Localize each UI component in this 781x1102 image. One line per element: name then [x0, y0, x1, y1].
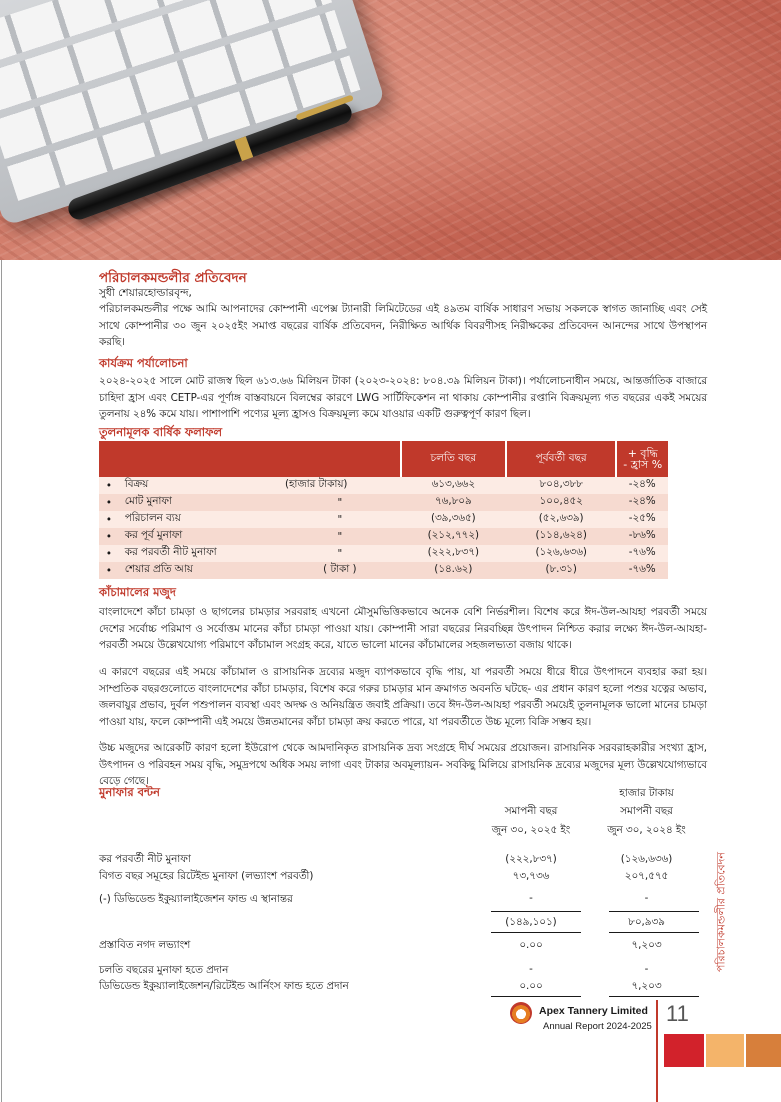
row-current: (১৪.৬২) [401, 562, 506, 579]
row-unit: ( টাকা ) [279, 562, 401, 579]
col-change: + বৃদ্ধি - হ্রাস % [616, 441, 668, 477]
decor-square-red [664, 1034, 704, 1067]
table-row: • কর পরবর্তী নীট মুনাফা " (২২২,৮৩৭) (১২৬,৬৩৬) -৭৬% [99, 545, 668, 562]
row-change: -২৪% [616, 477, 668, 494]
table-row: প্রস্তাবিত নগদ লভ্যাংশ ০.০০ ৭,২০৩ [99, 939, 662, 951]
table-row: কর পরবর্তী নীট মুনাফা (২২২,৮৩৭) (১২৬,৬৩৬) [99, 853, 673, 865]
decor-square-peach [706, 1034, 744, 1067]
col-current-year: চলতি বছর [401, 441, 506, 477]
company-logo-icon [510, 1002, 532, 1024]
raw-material-paragraph-1: বাংলাদেশে কাঁচা চামড়া ও ছাগলের চামড়ার সরবরাহ এখনো মৌসুমভিত্তিকভাবে অনেক বেশি নির্ভরশীল। বিশেষ করে ঈদ-উল-আযহা পরবর্তী সময়ে দেশের সর্বোচ্চ পরিমাণ ও সর্বোত্তম মানের কাঁচা চামড়া পাওয়া যায়। কোম্পানী সারা বছরের নিরবচ্ছিন্ন উৎপাদন নিশ্চিত করার লক্ষ্যে ঈদ-উল-আযহা-পরবর্তী সময়ে উল্লেখযোগ্য পরিমাণে কাঁচামাল সংগ্রহ করে, যাতে ভালো মানের কাঁচামালের সহজলভ্যতা বজায় থাকে। [99, 606, 707, 651]
row-previous: (৮.৩১) [506, 562, 617, 579]
subtotal-rule [609, 932, 699, 933]
row-previous: (১২৬,৬৩৬) [506, 545, 617, 562]
header-photo [0, 0, 781, 260]
operations-heading: কার্যক্রম পর্যালোচনা [99, 356, 188, 370]
footer-company-name: Apex Tannery Limited [539, 1005, 648, 1017]
total-rule [491, 996, 581, 997]
greeting: সুধী শেয়ারহোল্ডারবৃন্দ, [99, 287, 192, 299]
comparative-results-table [99, 441, 668, 579]
subtotal-rule [609, 911, 699, 912]
operations-paragraph: ২০২৪-২০২৫ সালে মোট রাজস্ব ছিল ৬১৩.৬৬ মিলিয়ন টাকা (২০২৩-২০২৪: ৮০৪.৩৯ মিলিয়ন টাকা)। পর্যালোচনাধীন সময়ে, আন্তর্জাতিক বাজারে চাহিদা হ্রাস এবং CETP-এর পূর্ণাঙ্গ বাস্তবায়নে বিলম্বের কারণে LWG সার্টিফিকেশন না থাকায় কোম্পানীর রপ্তানি বিক্রয়মূল্য গত বছরের একই সময়ের তুলনায় ২৪% কমে যায়। পাশাপাশি পণ্যের মূল্য হ্রাসও বিক্রয়মূল্য কমে যাওয়ার একটি গুরুত্বপূর্ণ কারণ ছিল। [99, 375, 707, 420]
col2-header-top: সমাপনী বছর [620, 805, 673, 817]
col1-header-date: জুন ৩০, ২০২৫ ইং [491, 824, 571, 836]
table-row: ডিভিডেন্ড ইকুয়্যালাইজেশন/রিটেইন্ড আর্নিংস ফান্ড হতে প্রদান ০.০০ ৭,২০৩ [99, 980, 662, 992]
raw-material-paragraph-3: উচ্চ মজুদের আরেকটি কারণ হলো ইউরোপ থেকে আমদানিকৃত রাসায়নিক দ্রব্য সংগ্রহে দীর্ঘ সময়ের প্রয়োজন। রাসায়নিক সরবরাহকারীর সংখ্যা হ্রাস, উৎপাদন ও পরিবহন সময় বৃদ্ধি, সমুদ্রপথে অধিক সময় লাগা এবং টাকার অবমূল্যায়ন- সবকিছু মিলিয়ে রাসায়নিক দ্রব্যের মজুদের মূল্য উল্লেখযোগ্যভাবে বেড়ে গেছে। [99, 742, 707, 787]
col2-header-date: জুন ৩০, ২০২৪ ইং [607, 824, 686, 836]
table-row: • শেয়ার প্রতি আয় ( টাকা ) (১৪.৬২) (৮.৩১) -৭৬% [99, 562, 668, 579]
unit-note: হাজার টাকায় [619, 787, 674, 799]
row-unit: " [279, 528, 401, 545]
row-previous: (৫২,৬৩৯) [506, 511, 617, 528]
col-previous-year: পূর্ববর্তী বছর [506, 441, 617, 477]
table-row: বিগত বছর সমূহের রিটেইন্ড মুনাফা (লভ্যাংশ পরবর্তী) ৭৩,৭৩৬ ২০৭,৫৭৫ [99, 870, 669, 882]
row-label: শেয়ার প্রতি আয় [119, 562, 279, 579]
distribution-heading: মুনাফার বন্টন [99, 785, 160, 799]
row-unit: " [279, 494, 401, 511]
total-rule [609, 996, 699, 997]
footer-divider [656, 1000, 658, 1102]
row-label: কর পরবর্তী নীট মুনাফা [119, 545, 279, 562]
row-change: -২৪% [616, 494, 668, 511]
subtotal-rule [491, 932, 581, 933]
row-previous: ৮০৪,৩৮৮ [506, 477, 617, 494]
raw-material-paragraph-2: এ কারণে বছরের এই সময়ে কাঁচামাল ও রাসায়নিক দ্রব্যের মজুদ ব্যাপকভাবে বৃদ্ধি পায়, যা পরবর্তী সময়ে ধীরে ধীরে উৎপাদনে ব্যবহার করা হয়। সাম্প্রতিক বছরগুলোতে বাংলাদেশের কাঁচা চামড়ার, বিশেষ করে গরুর চামড়ার মান ক্রমাগত অবনতি ঘটছে- এর প্রধান কারণ হলো পশুর যত্নের অভাব, জলবায়ুর প্রভাব, দুর্বল পশুপালন ব্যবস্থা এবং অদক্ষ ও অনিয়ন্ত্রিত জবাই প্রক্রিয়া। তবে ঈদ-উল-আযহা পরবর্তী সময়েই তুলনামূলক ভালো মানের চামড়া পাওয়া যায়, ফলে কোম্পানী এই সময়ে উন্নতমানের কাঁচা চামড়া ক্রয় করতে পারে, যা পরবর্তীতে উচ্চ মূল্যে বিক্রি সম্ভব হয়। [99, 666, 707, 728]
row-previous: ১০০,৪৫২ [506, 494, 617, 511]
row-label: বিক্রয় [119, 477, 279, 494]
row-change: -৭৬% [616, 545, 668, 562]
table-row: চলতি বছরের মুনাফা হতে প্রদান - - [99, 963, 649, 976]
row-change: -৭৬% [616, 562, 668, 579]
row-unit: (হাজার টাকায়) [279, 477, 401, 494]
page-number: 11 [666, 1001, 689, 1026]
table-row: (১৪৯,১০১) ৮০,৯৩৯ [505, 916, 665, 928]
raw-material-heading: কাঁচামালের মজুদ [99, 585, 176, 599]
table-row: • বিক্রয় (হাজার টাকায়) ৬১৩,৬৬২ ৮০৪,৩৮৮ -২৪% [99, 477, 668, 494]
row-current: (৩৯,৩৬৫) [401, 511, 506, 528]
side-section-label: পরিচালকমন্ডলীর প্রতিবেদন [714, 852, 728, 972]
row-label: মোট মুনাফা [119, 494, 279, 511]
page-title: পরিচালকমন্ডলীর প্রতিবেদন [99, 270, 247, 286]
table-row: (-) ডিভিডেন্ড ইকুয়্যালাইজেশন ফান্ড এ স্থানান্তর - - [99, 892, 649, 905]
subtotal-rule [491, 911, 581, 912]
col1-header-top: সমাপনী বছর [504, 805, 558, 817]
intro-paragraph: পরিচালকমন্ডলীর পক্ষে আমি আপনাদের কোম্পানী এপেক্স ট্যানারী লিমিটেডের এই ৪৯তম বার্ষিক সাধারণ সভায় সকলকে স্বাগত জানাচ্ছি এবং সেই সাথে কোম্পানীর ৩০ জুন ২০২৫ইং সমাপ্ত বছরের বার্ষিক প্রতিবেদন, নিরীক্ষিত আর্থিক বিবরণীসহ নিরীক্ষকের প্রতিবেদন আনন্দের সাথে উপস্থাপন করছি। [99, 303, 707, 348]
decor-square-orange [746, 1034, 781, 1067]
row-current: (২২২,৮৩৭) [401, 545, 506, 562]
row-change: -২৫% [616, 511, 668, 528]
comparative-heading: তুলনামূলক বার্ষিক ফলাফল [99, 425, 223, 439]
table-row: • মোট মুনাফা " ৭৬,৮০৯ ১০০,৪৫২ -২৪% [99, 494, 668, 511]
row-change: -৮৬% [616, 528, 668, 545]
page-left-border [1, 260, 2, 1102]
row-current: ৬১৩,৬৬২ [401, 477, 506, 494]
row-unit: " [279, 545, 401, 562]
table-row: • পরিচালন ব্যয় " (৩৯,৩৬৫) (৫২,৬৩৯) -২৫% [99, 511, 668, 528]
footer-report-name: Annual Report 2024-2025 [543, 1021, 652, 1032]
row-label: পরিচালন ব্যয় [119, 511, 279, 528]
row-current: (২১২,৭৭২) [401, 528, 506, 545]
row-current: ৭৬,৮০৯ [401, 494, 506, 511]
row-label: কর পূর্ব মুনাফা [119, 528, 279, 545]
table-row: • কর পূর্ব মুনাফা " (২১২,৭৭২) (১১৪,৬২৪) -৮৬% [99, 528, 668, 545]
row-previous: (১১৪,৬২৪) [506, 528, 617, 545]
row-unit: " [279, 511, 401, 528]
